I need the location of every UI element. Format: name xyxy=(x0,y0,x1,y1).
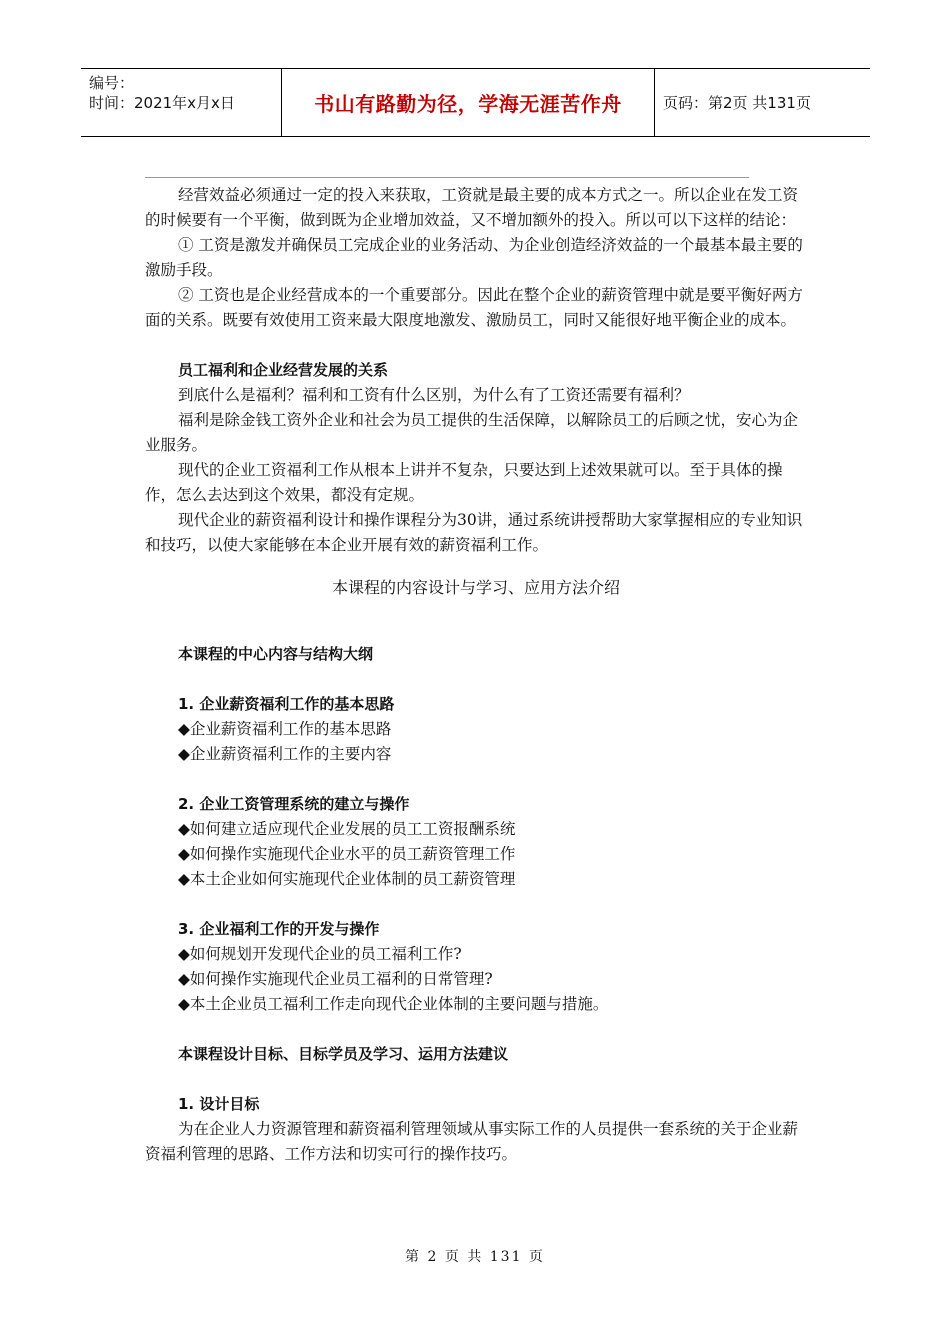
heading-outline: 本课程的中心内容与结构大纲 xyxy=(178,645,374,663)
outline-section-2-title: 2. 企业工资管理系统的建立与操作 xyxy=(178,795,410,813)
paragraph: 为在企业人力资源管理和薪资福利管理领域从事实际工作的人员提供一套系统的关于企业薪资福利管理的思路、工作方法和切实可行的操作技巧。 xyxy=(145,1120,799,1163)
heading-goals: 本课程设计目标、目标学员及学习、运用方法建议 xyxy=(178,1045,509,1063)
heading-welfare: 员工福利和企业经营发展的关系 xyxy=(178,361,389,379)
section-title: 本课程的内容设计与学习、应用方法介绍 xyxy=(331,578,620,597)
number-label: 编号： xyxy=(89,74,135,92)
paragraph: 到底什么是福利？福利和工资有什么区别，为什么有了工资还需要有福利？ xyxy=(178,386,690,404)
list-item: ◆本土企业员工福利工作走向现代企业体制的主要问题与措施。 xyxy=(178,995,609,1013)
goals-section-1-title: 1. 设计目标 xyxy=(178,1095,260,1113)
paragraph: ② 工资也是企业经营成本的一个重要部分。因此在整个企业的薪资管理中就是要平衡好两方面的关系。既要有效使用工资来最大限度地激发、激励员工，同时又能很好地平衡企业的成本。 xyxy=(145,286,803,329)
list-item: ◆本土企业如何实施现代企业体制的员工薪资管理 xyxy=(178,870,516,888)
time-label: 时间：2021年x月x日 xyxy=(89,94,235,112)
paragraph: 现代企业的薪资福利设计和操作课程分为30讲，通过系统讲授帮助大家掌握相应的专业知识和技巧，以使大家能够在本企业开展有效的薪资福利工作。 xyxy=(145,511,803,554)
header-divider xyxy=(145,177,749,178)
list-item: ◆如何操作实施现代企业员工福利的日常管理? xyxy=(178,970,493,988)
header-page-info: 页码：第2页 共131页 xyxy=(663,94,811,112)
list-item: ◆如何建立适应现代企业发展的员工工资报酬系统 xyxy=(178,820,516,838)
page-footer: 第 2 页 共 131 页 xyxy=(405,1249,545,1265)
list-item: ◆企业薪资福利工作的基本思路 xyxy=(178,720,392,738)
list-item: ◆企业薪资福利工作的主要内容 xyxy=(178,745,392,763)
list-item: ◆如何操作实施现代企业水平的员工薪资管理工作 xyxy=(178,845,516,863)
document-body xyxy=(145,183,807,1167)
header-left-cell xyxy=(81,69,281,136)
outline-section-3-title: 3. 企业福利工作的开发与操作 xyxy=(178,920,380,938)
outline-section-1-title: 1. 企业薪资福利工作的基本思路 xyxy=(178,695,395,713)
paragraph: 福利是除金钱工资外企业和社会为员工提供的生活保障，以解除员工的后顾之忧，安心为企业服务。 xyxy=(145,411,799,454)
paragraph: 经营效益必须通过一定的投入来获取，工资就是最主要的成本方式之一。所以企业在发工资的时候要有一个平衡，做到既为企业增加效益，又不增加额外的投入。所以可以下这样的结论： xyxy=(145,186,799,229)
paragraph: 现代的企业工资福利工作从根本上讲并不复杂，只要达到上述效果就可以。至于具体的操作，怎么去达到这个效果，都没有定规。 xyxy=(145,461,783,504)
header-table xyxy=(81,68,870,137)
header-motto: 书山有路勤为径，学海无涯苦作舟 xyxy=(281,69,655,136)
list-item: ◆如何规划开发现代企业的员工福利工作? xyxy=(178,945,462,963)
paragraph: ① 工资是激发并确保员工完成企业的业务活动、为企业创造经济效益的一个最基本最主要的激励手段。 xyxy=(145,236,803,279)
